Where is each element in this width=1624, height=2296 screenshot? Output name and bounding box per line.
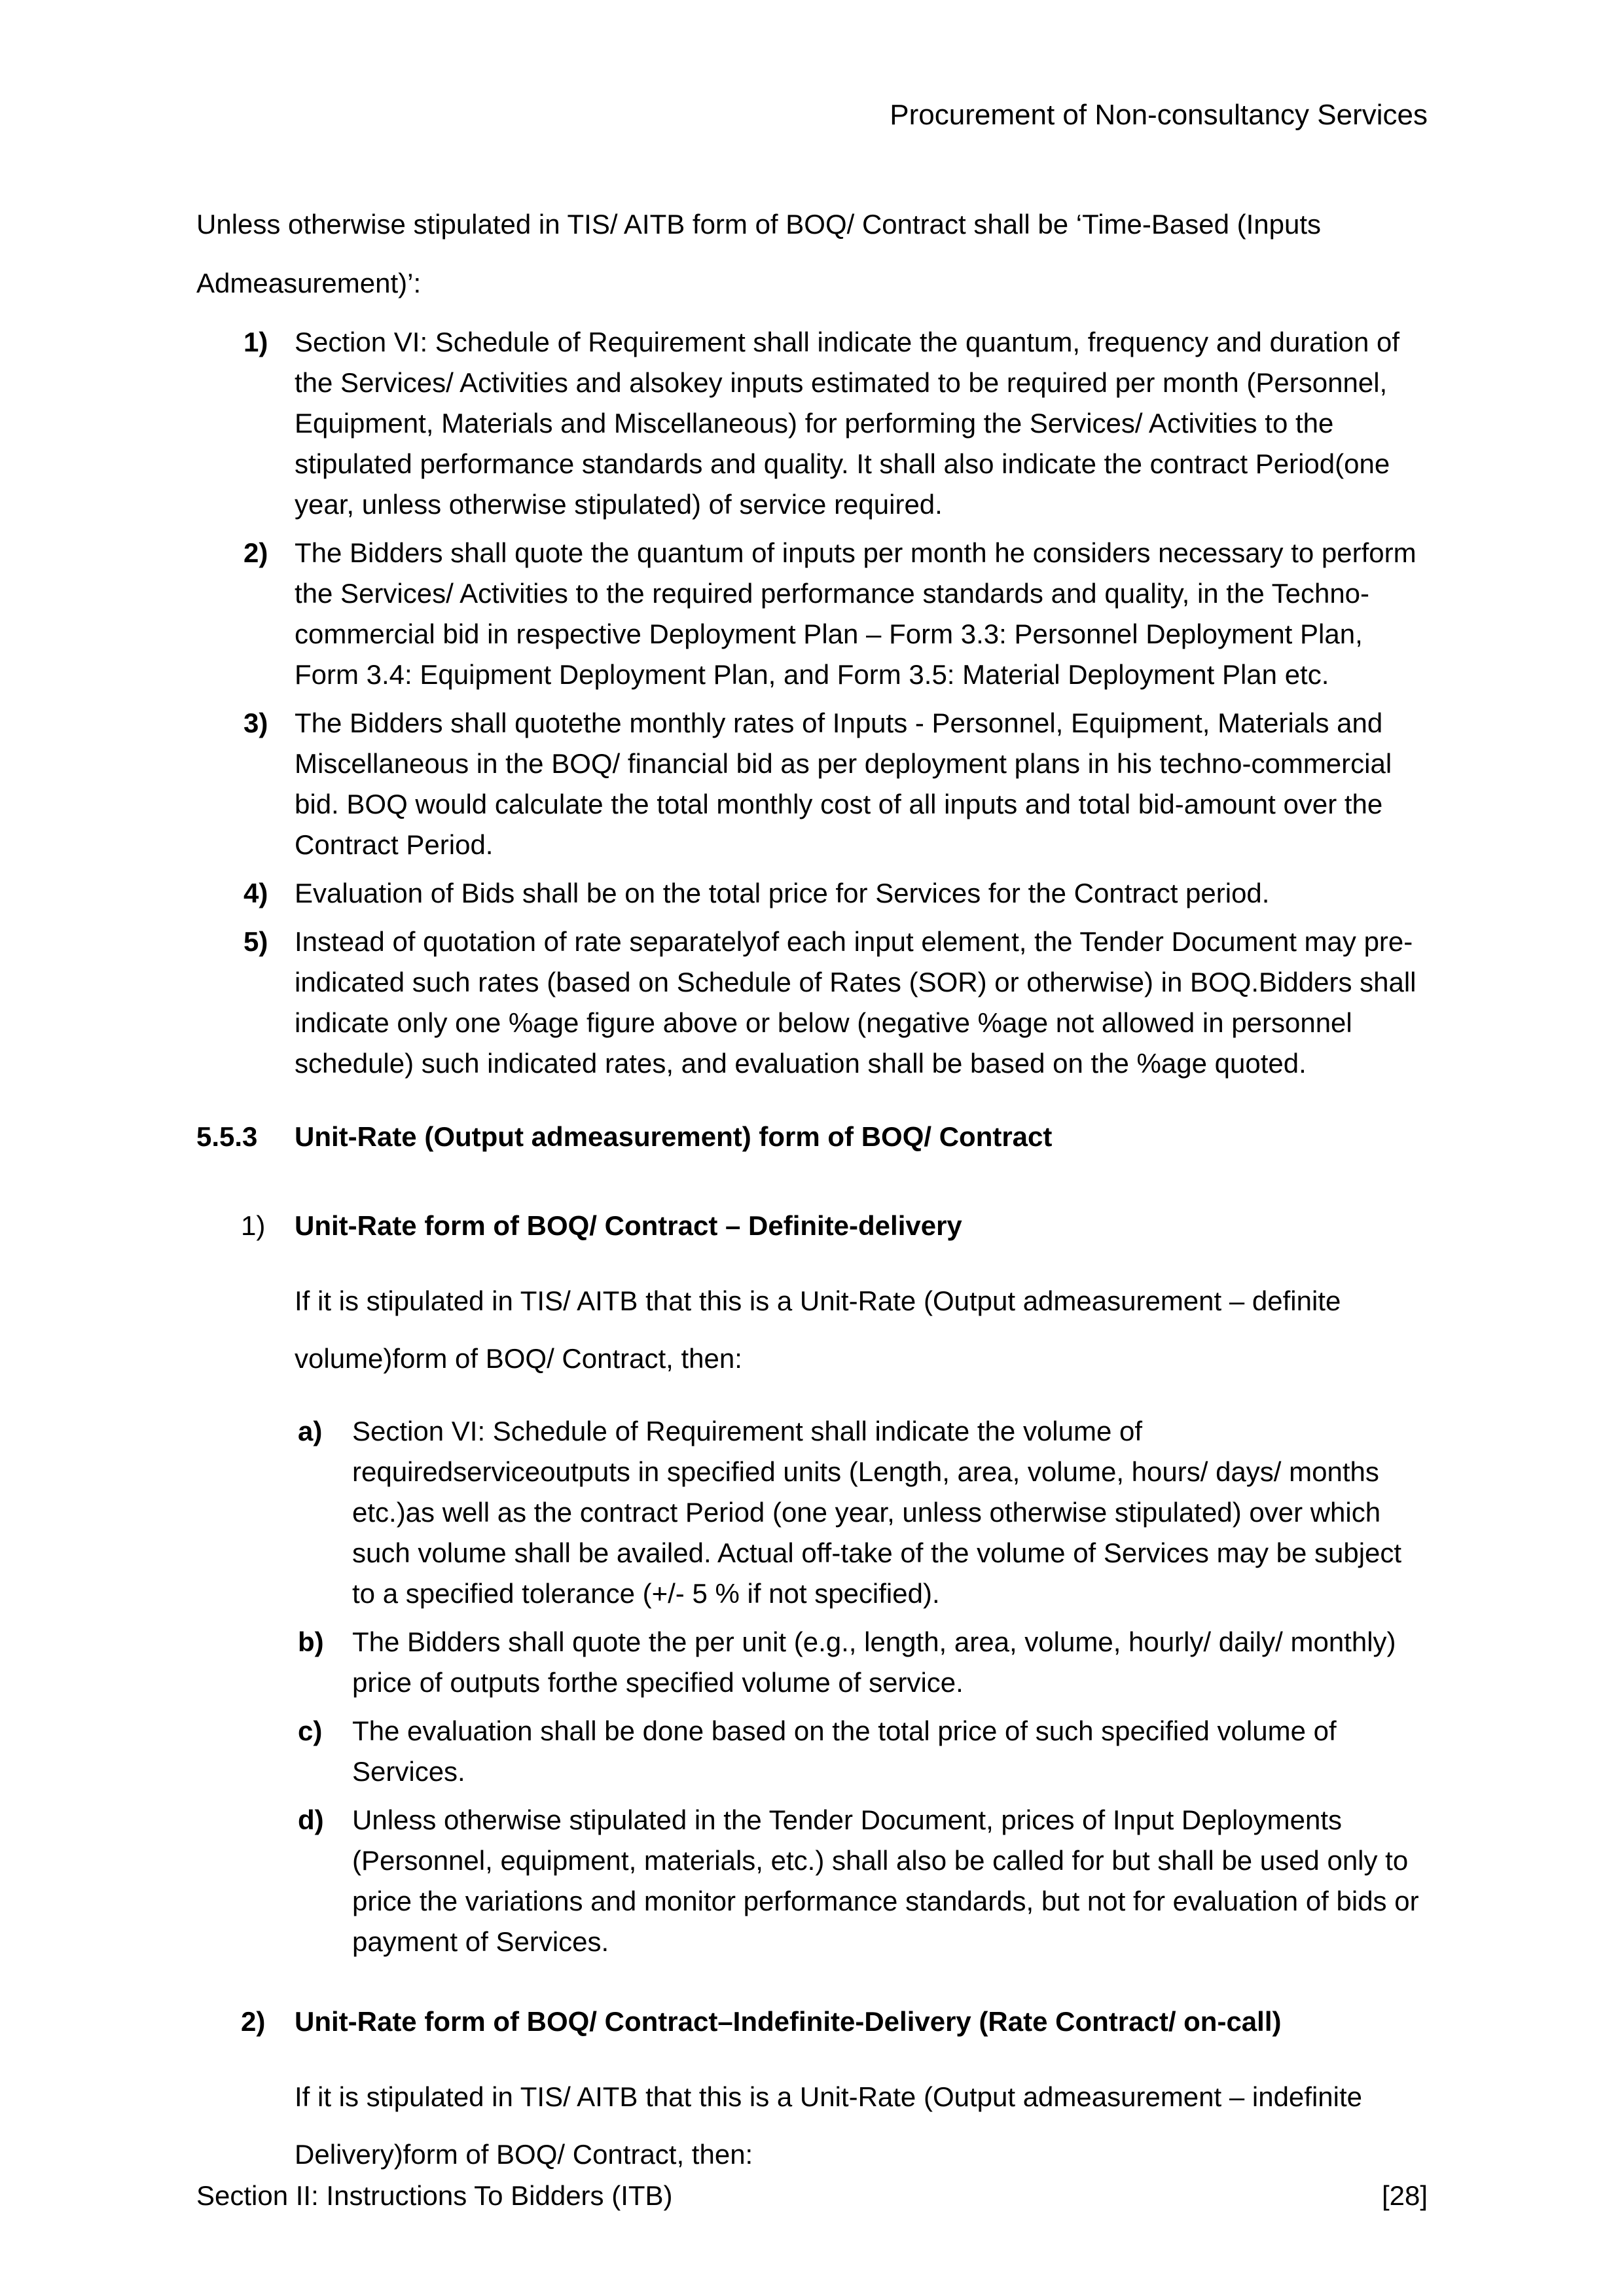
list-item	[196, 1800, 1428, 1962]
list-item-marker: 3)	[244, 708, 268, 738]
page-header: Procurement of Non-consultancy Services	[890, 99, 1428, 131]
intro-paragraph: Unless otherwise stipulated in TIS/ AITB form of BOQ/ Contract shall be ‘Time-Based (Inputs Admeasurement)’:	[196, 209, 1322, 298]
list-item-marker: d)	[298, 1804, 324, 1835]
list-item	[196, 322, 1428, 525]
page-number: [28]	[1381, 2180, 1428, 2211]
list-item-text: Section VI: Schedule of Requirement shall indicate the quantum, frequency and duration of the Services/ Activities and alsokey inputs estimated to be required per month (Personnel, Equipment, Materials and Miscellaneous) for performing the Services/ Activities to the stipulated performance standards and quality. It shall also indicate the contract Period(one year, unless otherwise stipulated) of service required.	[295, 327, 1400, 520]
list-item-marker: a)	[298, 1416, 323, 1446]
subheading-definite-delivery	[196, 1206, 1428, 1246]
sub1-intro-paragraph: If it is stipulated in TIS/ AITB that this is a Unit-Rate (Output admeasurement – definite volume)form of BOQ/ Contract, then:	[295, 1285, 1341, 1374]
letter-list	[196, 1411, 1428, 1962]
subheading-indefinite-delivery	[196, 2001, 1428, 2042]
list-item-marker: 2)	[244, 537, 268, 568]
list-item-text: Section VI: Schedule of Requirement shall indicate the volume of requiredserviceoutputs in specified units (Length, area, volume, hours/ days/ months etc.)as well as the contract Period (one year, unless otherwise stipulated) over which such volume shall be availed. Actual off-take of the volume of Services may be subject to a specified tolerance (+/- 5 % if not specified).	[352, 1416, 1402, 1609]
list-item-text: The Bidders shall quote the quantum of inputs per month he considers necessary to perform the Services/ Activities to the required performance standards and quality, in the Techno-commercial bid in respective Deployment Plan – Form 3.3: Personnel Deployment Plan, Form 3.4: Equipment Deployment Plan, and Form 3.5: Material Deployment Plan etc.	[295, 537, 1416, 690]
list-item-marker: c)	[298, 1715, 323, 1746]
list-item-marker: 5)	[244, 926, 268, 957]
list-item-text: The Bidders shall quotethe monthly rates of Inputs - Personnel, Equipment, Materials and Miscellaneous in the BOQ/ financial bid as per deployment plans in his techno-commercial bid. BOQ would calculate the total monthly cost of all inputs and total bid-amount over the Contract Period.	[295, 708, 1392, 860]
page-footer	[196, 2179, 1428, 2212]
section-number: 5.5.3	[196, 1121, 258, 1152]
list-item	[196, 533, 1428, 695]
list-item-marker: 1)	[244, 327, 268, 357]
list-item	[196, 1411, 1428, 1614]
section-heading-553	[196, 1117, 1428, 1157]
subheading-title: Unit-Rate form of BOQ/ Contract–Indefinite-Delivery (Rate Contract/ on-call)	[295, 2006, 1282, 2037]
list-item-text: The evaluation shall be done based on the total price of such specified volume of Services.	[352, 1715, 1337, 1787]
subheading-marker: 1)	[241, 1210, 266, 1241]
list-item-text: The Bidders shall quote the per unit (e.g., length, area, volume, hourly/ daily/ monthly) price of outputs forthe specified volume of service.	[352, 1626, 1396, 1698]
list-item-text: Instead of quotation of rate separatelyof each input element, the Tender Document may pre-indicated such rates (based on Schedule of Rates (SOR) or otherwise) in BOQ.Bidders shall indicate only one %age figure above or below (negative %age not allowed in personnel schedule) such indicated rates, and evaluation shall be based on the %age quoted.	[295, 926, 1416, 1079]
list-item-text: Unless otherwise stipulated in the Tender Document, prices of Input Deployments (Personnel, equipment, materials, etc.) shall also be called for but shall be used only to price the variations and monitor performance standards, but not for evaluation of bids or payment of Services.	[352, 1804, 1419, 1957]
list-item	[196, 703, 1428, 865]
list-item	[196, 873, 1428, 914]
subheading-title: Unit-Rate form of BOQ/ Contract – Definite-delivery	[295, 1210, 962, 1241]
list-item-marker: b)	[298, 1626, 324, 1657]
section-title: Unit-Rate (Output admeasurement) form of BOQ/ Contract	[295, 1121, 1053, 1152]
footer-section-label: Section II: Instructions To Bidders (ITB)	[196, 2180, 673, 2211]
list-item	[196, 922, 1428, 1084]
sub2-intro-paragraph: If it is stipulated in TIS/ AITB that this is a Unit-Rate (Output admeasurement – indefinite Delivery)form of BOQ/ Contract, then:	[295, 2081, 1363, 2170]
subheading-marker: 2)	[241, 2006, 266, 2037]
numbered-list	[196, 322, 1428, 1084]
list-item-marker: 4)	[244, 878, 268, 908]
list-item	[196, 1711, 1428, 1792]
list-item-text: Evaluation of Bids shall be on the total price for Services for the Contract period.	[295, 878, 1270, 908]
list-item	[196, 1622, 1428, 1703]
